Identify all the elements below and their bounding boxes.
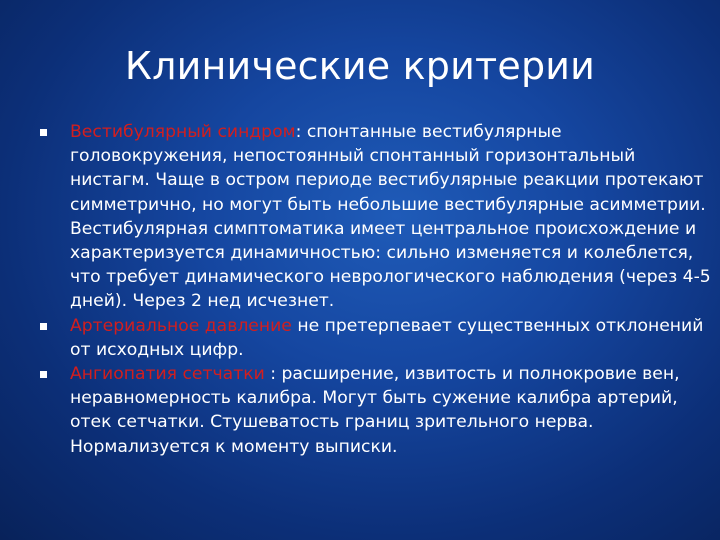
square-bullet-icon [40,323,47,330]
bullet-list [40,120,712,459]
term-vestibular-syndrome: Вестибулярный синдром [70,122,296,142]
term-arterial-pressure: Артериальное давление [70,315,292,336]
list-item [40,362,712,459]
list-item [40,120,712,314]
item-text: не претерпевает существенных отклонений от исходных цифр. [70,315,704,360]
item-text: : спонтанные вестибулярные головокружения, непостоянный спонтанный горизонтальный нистагм. Чаще в остром периоде вестибулярные реакции протекают симметрично, но могут быть небольшие вестибулярные асимметрии. Вестибулярная симптоматика имеет центральное происхождение и характеризуется динамичностью: сильно изменяется и колеблется, что требует динамического неврологического наблюдения (через 4-5 дней). Через 2 нед исчезнет. [70,122,711,312]
list-item [40,314,712,362]
slide-title: Клинические критерии [124,44,596,88]
square-bullet-icon [40,371,47,378]
term-retinal-angiopathy: Ангиопатия сетчатки [70,364,265,385]
item-text: : расширение, извитость и полнокровие вен, неравномерность калибра. Могут быть сужение калибра артерий, отек сетчатки. Стушеватость границ зрительного нерва. Нормализуется к моменту выписки. [70,364,680,457]
square-bullet-icon [40,129,47,136]
